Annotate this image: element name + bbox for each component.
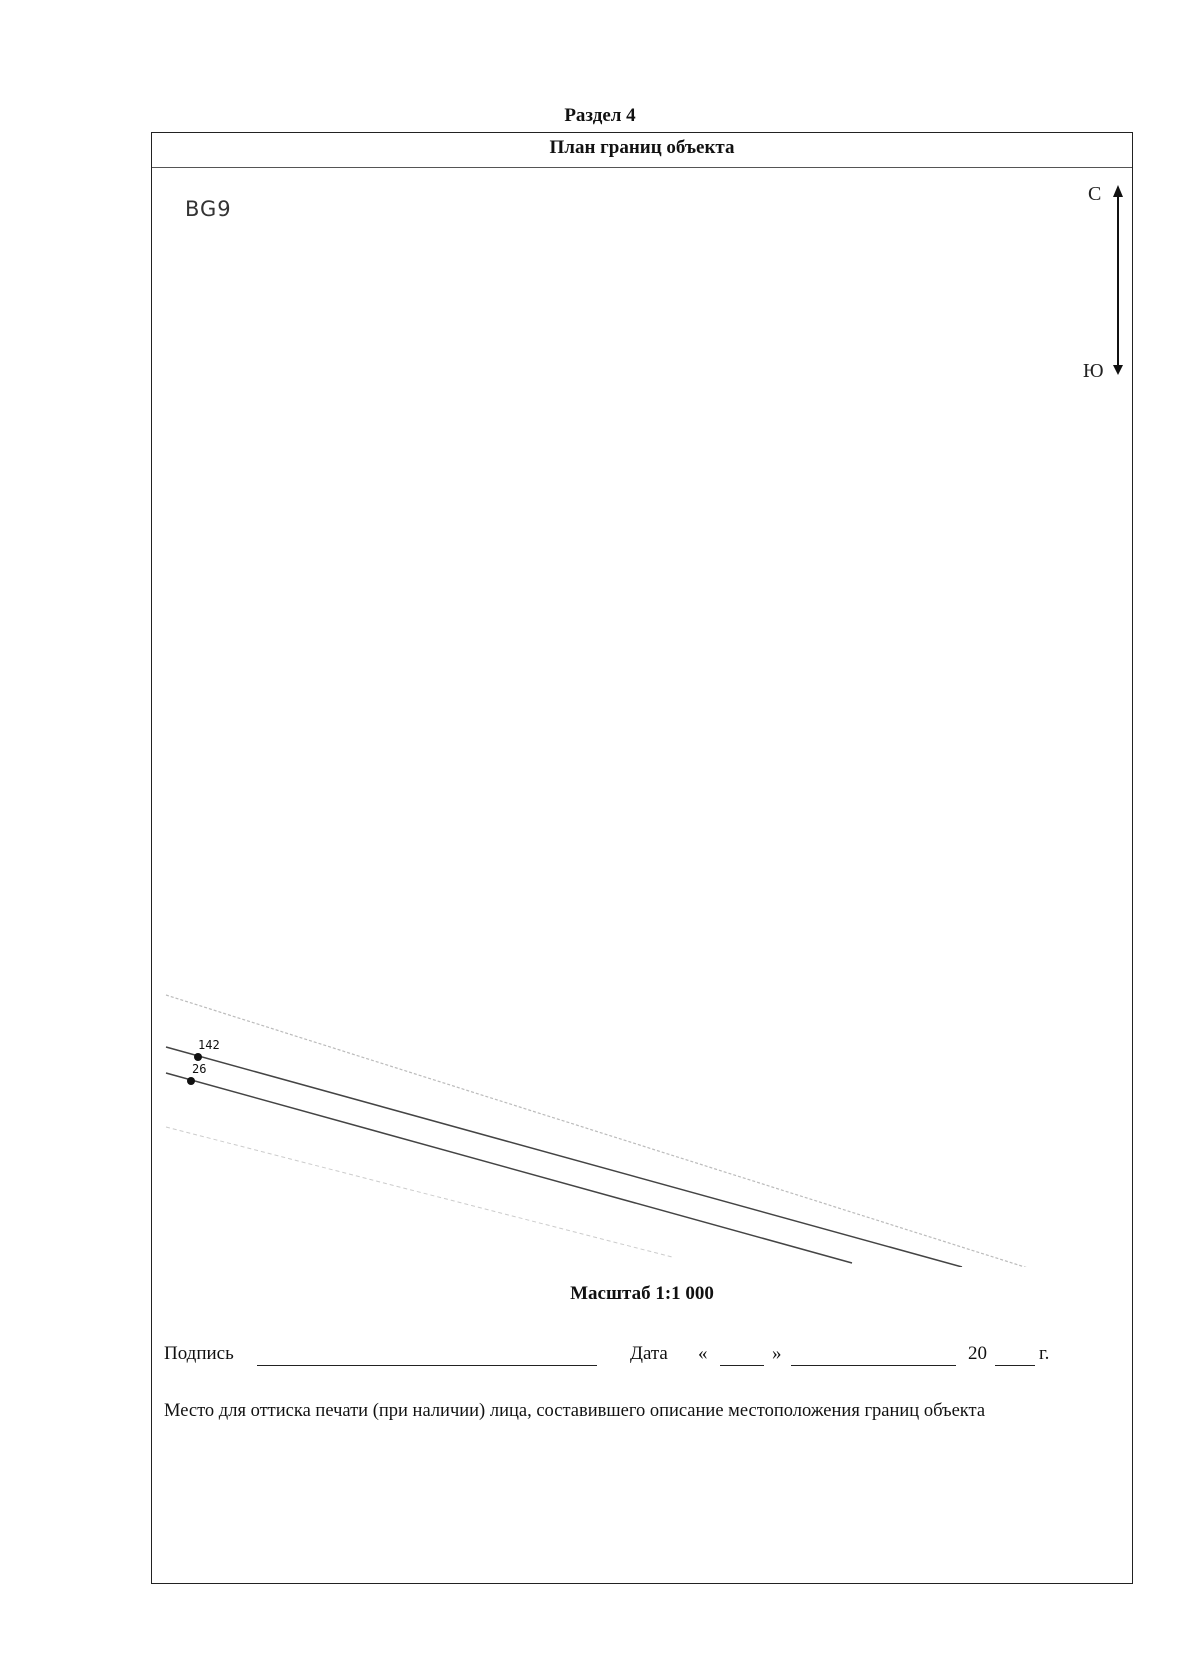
north-label: С bbox=[1088, 183, 1102, 205]
plan-title: План границ объекта bbox=[152, 133, 1132, 168]
date-close-quote: » bbox=[772, 1343, 782, 1364]
point-26 bbox=[187, 1077, 195, 1085]
plan-frame bbox=[151, 132, 1133, 1584]
boundary-lines bbox=[152, 167, 1132, 1267]
signature-row bbox=[164, 1343, 1124, 1369]
boundary-line-outer bbox=[166, 995, 1050, 1267]
date-month-line[interactable] bbox=[791, 1365, 956, 1366]
signature-label: Подпись bbox=[164, 1343, 234, 1364]
year-suffix: г. bbox=[1039, 1343, 1050, 1364]
boundary-line-lower bbox=[166, 1073, 852, 1263]
plan-label: BG9 bbox=[185, 197, 232, 221]
section-heading: Раздел 4 bbox=[564, 105, 636, 126]
point-142-label: 142 bbox=[198, 1038, 220, 1052]
date-open-quote: « bbox=[698, 1343, 708, 1364]
signature-line[interactable] bbox=[257, 1365, 597, 1366]
plan-drawing-area bbox=[152, 167, 1132, 1267]
point-142 bbox=[194, 1053, 202, 1061]
stamp-note: Место для оттиска печати (при наличии) лица, составившего описание местоположения границ объекта bbox=[164, 1401, 986, 1421]
scale-label: Масштаб 1:1 000 bbox=[570, 1283, 714, 1304]
date-year-line[interactable] bbox=[995, 1365, 1035, 1366]
point-26-label: 26 bbox=[192, 1062, 207, 1076]
year-prefix: 20 bbox=[968, 1343, 987, 1364]
south-label: Ю bbox=[1083, 360, 1104, 382]
boundary-line-upper bbox=[166, 1047, 962, 1267]
date-day-line[interactable] bbox=[720, 1365, 764, 1366]
date-label: Дата bbox=[630, 1343, 668, 1364]
